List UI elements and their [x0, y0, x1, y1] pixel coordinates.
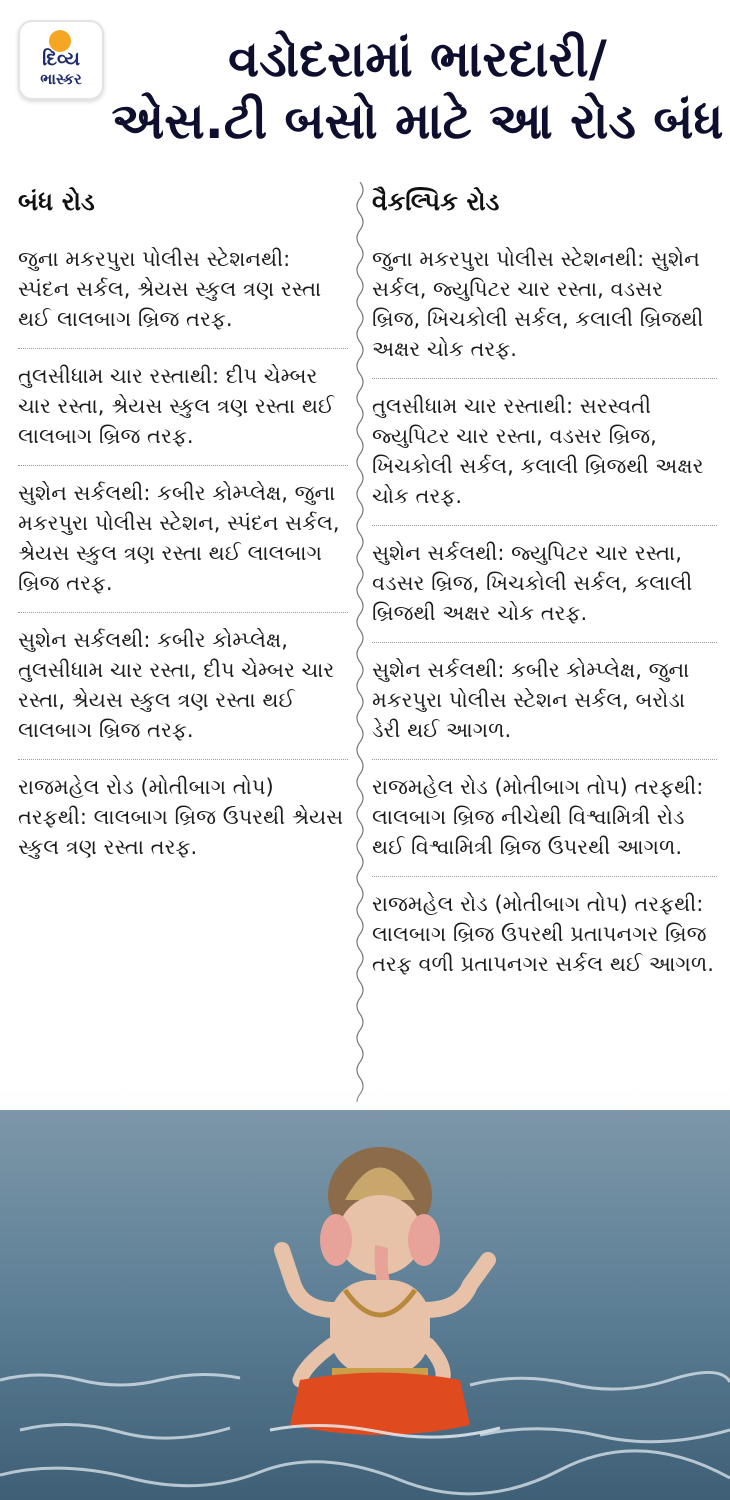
- title-line-1: વડોદરામાં ભારદારી/: [228, 30, 607, 88]
- right-ear: [408, 1214, 440, 1266]
- alt-route-3: સુશેન સર્કલથી: જ્યુપિટર ચાર રસ્તા, વડસર બ્રિજ, ખિચકોલી સર્કલ, કલાલી બ્રિજથી અક્ષર ચોક તરફ.: [372, 526, 717, 643]
- wavy-divider-icon: [353, 182, 367, 1102]
- alt-route-6: રાજમહેલ રોડ (મોતીબાગ તોપ) તરફથી: લાલબાગ બ્રિજ ઉપરથી પ્રતાપનગર બ્રિજ તરફ વળી પ્રતાપનગર સર્કલ થઈ આગળ.: [372, 892, 714, 976]
- closed-roads-heading: બંધ રોડ: [18, 187, 95, 216]
- left-ear: [320, 1214, 352, 1266]
- logo-line-2: ભાસ્કર: [40, 70, 82, 88]
- ganesh-immersion-photo: [0, 1080, 730, 1500]
- title-line-2: એસ.ટી બસો માટે આ રોડ બંધ: [111, 92, 724, 150]
- closed-route-3: સુશેન સર્કલથી: કબીર કોમ્પ્લેક્ષ, જુના મકરપુરા પોલીસ સ્ટેશન, સ્પંદન સર્કલ, શ્રેયસ સ્કુલ ત્રણ રસ્તા થઈ લાલબાગ બ્રિજ તરફ.: [18, 466, 348, 613]
- alt-route-5: રાજમહેલ રોડ (મોતીબાગ તોપ) તરફથી: લાલબાગ બ્રિજ નીચેથી વિશ્વામિત્રી રોડ થઈ વિશ્વામિત્રી બ્રિજ ઉપરથી આગળ.: [372, 760, 717, 877]
- page-title: [105, 28, 730, 152]
- divya-bhaskar-logo: [18, 20, 104, 100]
- closed-route-4: સુશેન સર્કલથી: કબીર કોમ્પ્લેક્ષ, તુલસીધામ ચાર રસ્તા, દીપ ચેમ્બર ચાર રસ્તા, શ્રેયસ સ્કુલ ત્રણ રસ્તા થઈ લાલબાગ બ્રિજ તરફ.: [18, 613, 348, 760]
- closed-route-2: તુલસીધામ ચાર રસ્તાથી: દીપ ચેમ્બર ચાર રસ્તા, શ્રેયસ સ્કુલ ત્રણ રસ્તા થઈ લાલબાગ બ્રિજ તરફ.: [18, 349, 348, 466]
- alt-route-1: જુના મકરપુરા પોલીસ સ્ટેશનથી: સુશેન સર્કલ, જ્યુપિટર ચાર રસ્તા, વડસર બ્રિજ, ખિચકોલી સર્કલ, કલાલી બ્રિજથી અક્ષર ચોક તરફ.: [372, 232, 717, 379]
- logo-line-1: દિવ્ય: [42, 48, 80, 70]
- alternative-roads-column: [372, 180, 717, 993]
- closed-route-5: રાજમહેલ રોડ (મોતીબાગ તોપ) તરફથી: લાલબાગ બ્રિજ ઉપરથી શ્રેયસ સ્કુલ ત્રણ રસ્તા તરફ.: [18, 775, 344, 859]
- closed-roads-column: [18, 180, 348, 876]
- alt-route-4: સુશેન સર્કલથી: કબીર કોમ્પ્લેક્ષ, જુના મકરપુરા પોલીસ સ્ટેશન સર્કલ, બરોડા ડેરી થઈ આગળ.: [372, 643, 717, 760]
- alt-route-2: તુલસીધામ ચાર રસ્તાથી: સરસ્વતી જ્યુપિટર ચાર રસ્તા, વડસર બ્રિજ, ખિચકોલી સર્કલ, કલાલી બ્રિજથી અક્ષર ચોક તરફ.: [372, 379, 717, 526]
- closed-route-1: જુના મકરપુરા પોલીસ સ્ટેશનથી: સ્પંદન સર્કલ, શ્રેયસ સ્કુલ ત્રણ રસ્તા થઈ લાલબાગ બ્રિજ તરફ.: [18, 232, 348, 349]
- alternative-roads-heading: વૈકલ્પિક રોડ: [372, 187, 500, 216]
